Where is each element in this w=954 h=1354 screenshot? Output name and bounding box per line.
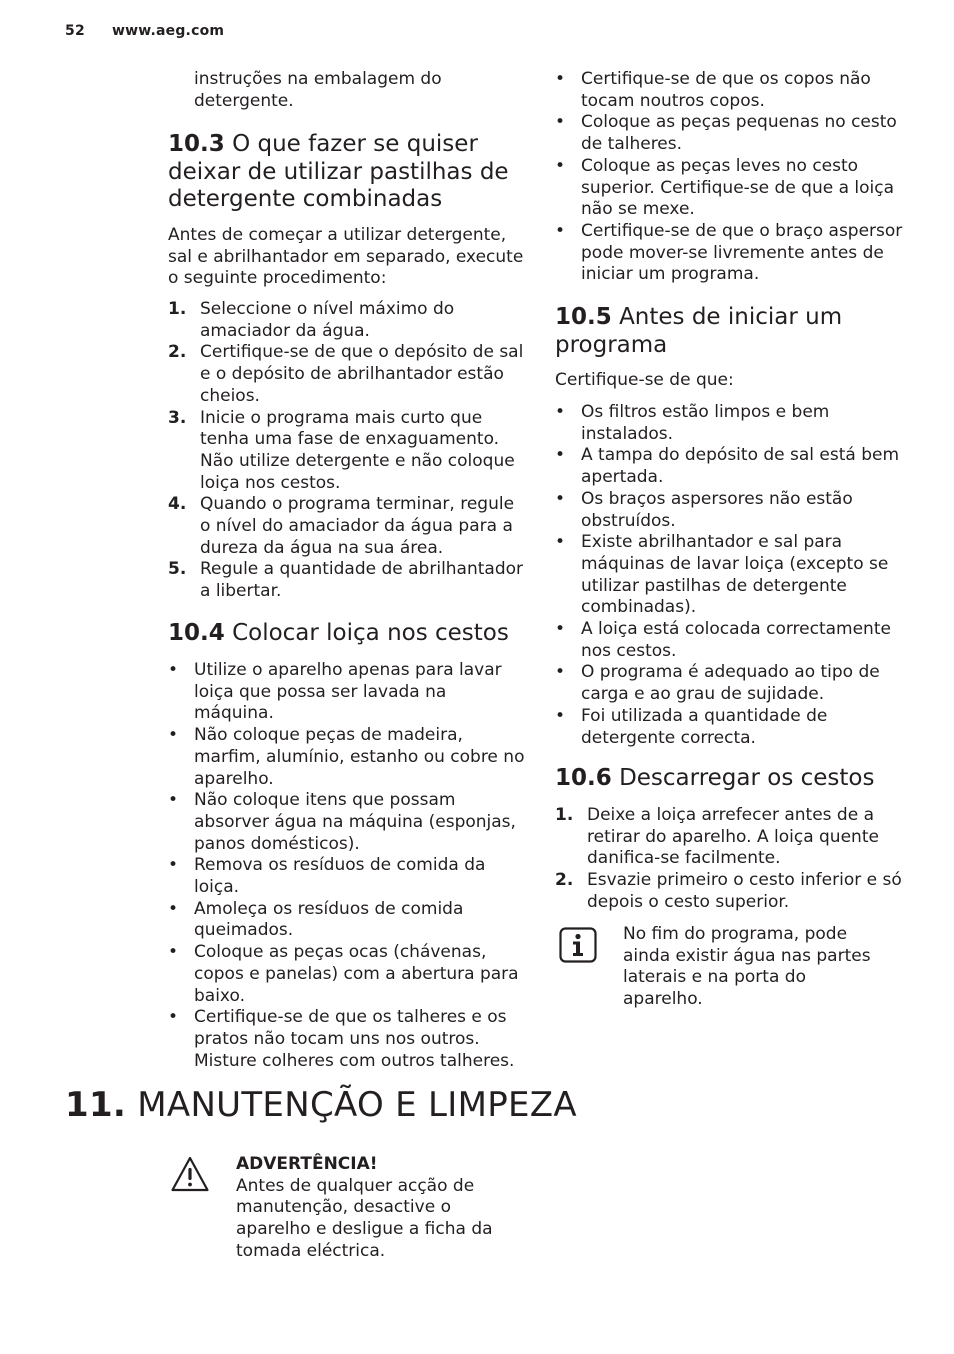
list-item: 3. Inicie o programa mais curto que tenha uma fase de enxaguamento. Não utilize detergente e não coloque loiça nos cestos. <box>168 407 515 493</box>
list-item: • Remova os resíduos de comida da loiça. <box>168 855 486 898</box>
chapter-number: 11. <box>65 1085 127 1125</box>
section-number: 10.3 <box>168 131 225 157</box>
list-item: • Foi utilizada a quantidade de detergente correcta. <box>555 705 828 748</box>
list-item: • A tampa do depósito de sal está bem apertada. <box>555 445 900 488</box>
list-item: 2. Certifique-se de que o depósito de sal e o depósito de abrilhantador estão cheios. <box>168 342 524 406</box>
info-note: No fim do programa, pode ainda existir água nas partes laterais e na porta do aparelho. <box>623 924 871 1010</box>
section-10-4-bullets-continued <box>555 69 915 286</box>
section-title: Antes de iniciar um programa <box>555 304 843 358</box>
list-item: • A loiça está colocada correctamente nos cestos. <box>555 619 891 661</box>
section-number: 10.4 <box>168 620 225 646</box>
list-item: • Certifique-se de que os talheres e os pratos não tocam uns nos outros. Misture colheres com outros talheres. <box>168 1007 515 1071</box>
list-item: 1. Seleccione o nível máximo do amaciador da água. <box>168 299 455 341</box>
list-item: • Amoleça os resíduos de comida queimados. <box>168 898 464 941</box>
list-item: • Coloque as peças leves no cesto superior. Certifique-se de que a loiça não se mexe. <box>555 155 895 220</box>
chapter-11-heading <box>65 1083 577 1127</box>
list-item: 2. Esvazie primeiro o cesto inferior e só depois o cesto superior. <box>555 870 902 912</box>
section-10-6-steps <box>555 805 915 914</box>
list-item: • Certifique-se de que o braço aspersor pode mover-se livremente antes de iniciar um programa. <box>555 220 903 285</box>
list-item: • Os filtros estão limpos e bem instalados. <box>555 402 830 444</box>
list-item: • Os braços aspersores não estão obstruídos. <box>555 488 853 531</box>
section-number: 10.6 <box>555 765 612 791</box>
chapter-title: MANUTENÇÃO E LIMPEZA <box>137 1085 577 1125</box>
section-10-5-intro: Certifique-se de que: <box>555 370 734 390</box>
warning-text: Antes de qualquer acção de manutenção, desactive o aparelho e desligue a ficha da tomada eléctrica. <box>236 1175 493 1261</box>
page-header <box>65 23 224 39</box>
page-number: 52 <box>65 23 85 39</box>
warning-note <box>236 1154 496 1263</box>
section-10-3-steps <box>168 299 528 603</box>
section-10-4-heading <box>168 620 528 648</box>
info-icon <box>559 927 597 963</box>
website-url[interactable]: www.aeg.com <box>111 23 225 39</box>
intro-continuation: instruções na embalagem do detergente. <box>194 69 442 111</box>
section-10-5-heading <box>555 304 915 359</box>
section-10-3-intro: Antes de começar a utilizar detergente, sal e abrilhantador em separado, execute o seguinte procedimento: <box>168 225 524 289</box>
section-10-6-heading <box>555 765 915 793</box>
list-item: • Coloque as peças ocas (chávenas, copos e panelas) com a abertura para baixo. <box>168 942 519 1006</box>
list-item: 5. Regule a quantidade de abrilhantador a libertar. <box>168 559 524 602</box>
warning-title: ADVERTÊNCIA! <box>236 1154 378 1174</box>
section-title: O que fazer se quiser deixar de utilizar pastilhas de detergente combinadas <box>168 131 509 212</box>
list-item: • Existe abrilhantador e sal para máquinas de lavar loiça (excepto se utilizar pastilhas de detergente combinadas). <box>555 532 889 618</box>
section-title: Descarregar os cestos <box>619 765 875 791</box>
list-item: • Coloque as peças pequenas no cesto de talheres. <box>555 112 897 155</box>
list-item: • Utilize o aparelho apenas para lavar loiça que possa ser lavada na máquina. <box>168 660 502 724</box>
section-title: Colocar loiça nos cestos <box>232 620 509 646</box>
list-item: • Certifique-se de que os copos não tocam noutros copos. <box>555 69 871 111</box>
list-item: 4. Quando o programa terminar, regule o nível do amaciador da água para a dureza da água na sua área. <box>168 494 515 558</box>
list-item: • O programa é adequado ao tipo de carga e ao grau de sujidade. <box>555 662 880 705</box>
warning-triangle-icon <box>170 1155 210 1193</box>
list-item: 1. Deixe a loiça arrefecer antes de a retirar do aparelho. A loiça quente danifica-se facilmente. <box>555 805 879 869</box>
section-10-3-heading <box>168 131 528 214</box>
list-item: • Não coloque peças de madeira, marfim, alumínio, estanho ou cobre no aparelho. <box>168 725 525 789</box>
section-10-4-bullets <box>168 660 528 1072</box>
section-10-5-bullets <box>555 402 915 749</box>
list-item: • Não coloque itens que possam absorver água na máquina (esponjas, panos domésticos). <box>168 790 516 854</box>
section-number: 10.5 <box>555 304 612 330</box>
